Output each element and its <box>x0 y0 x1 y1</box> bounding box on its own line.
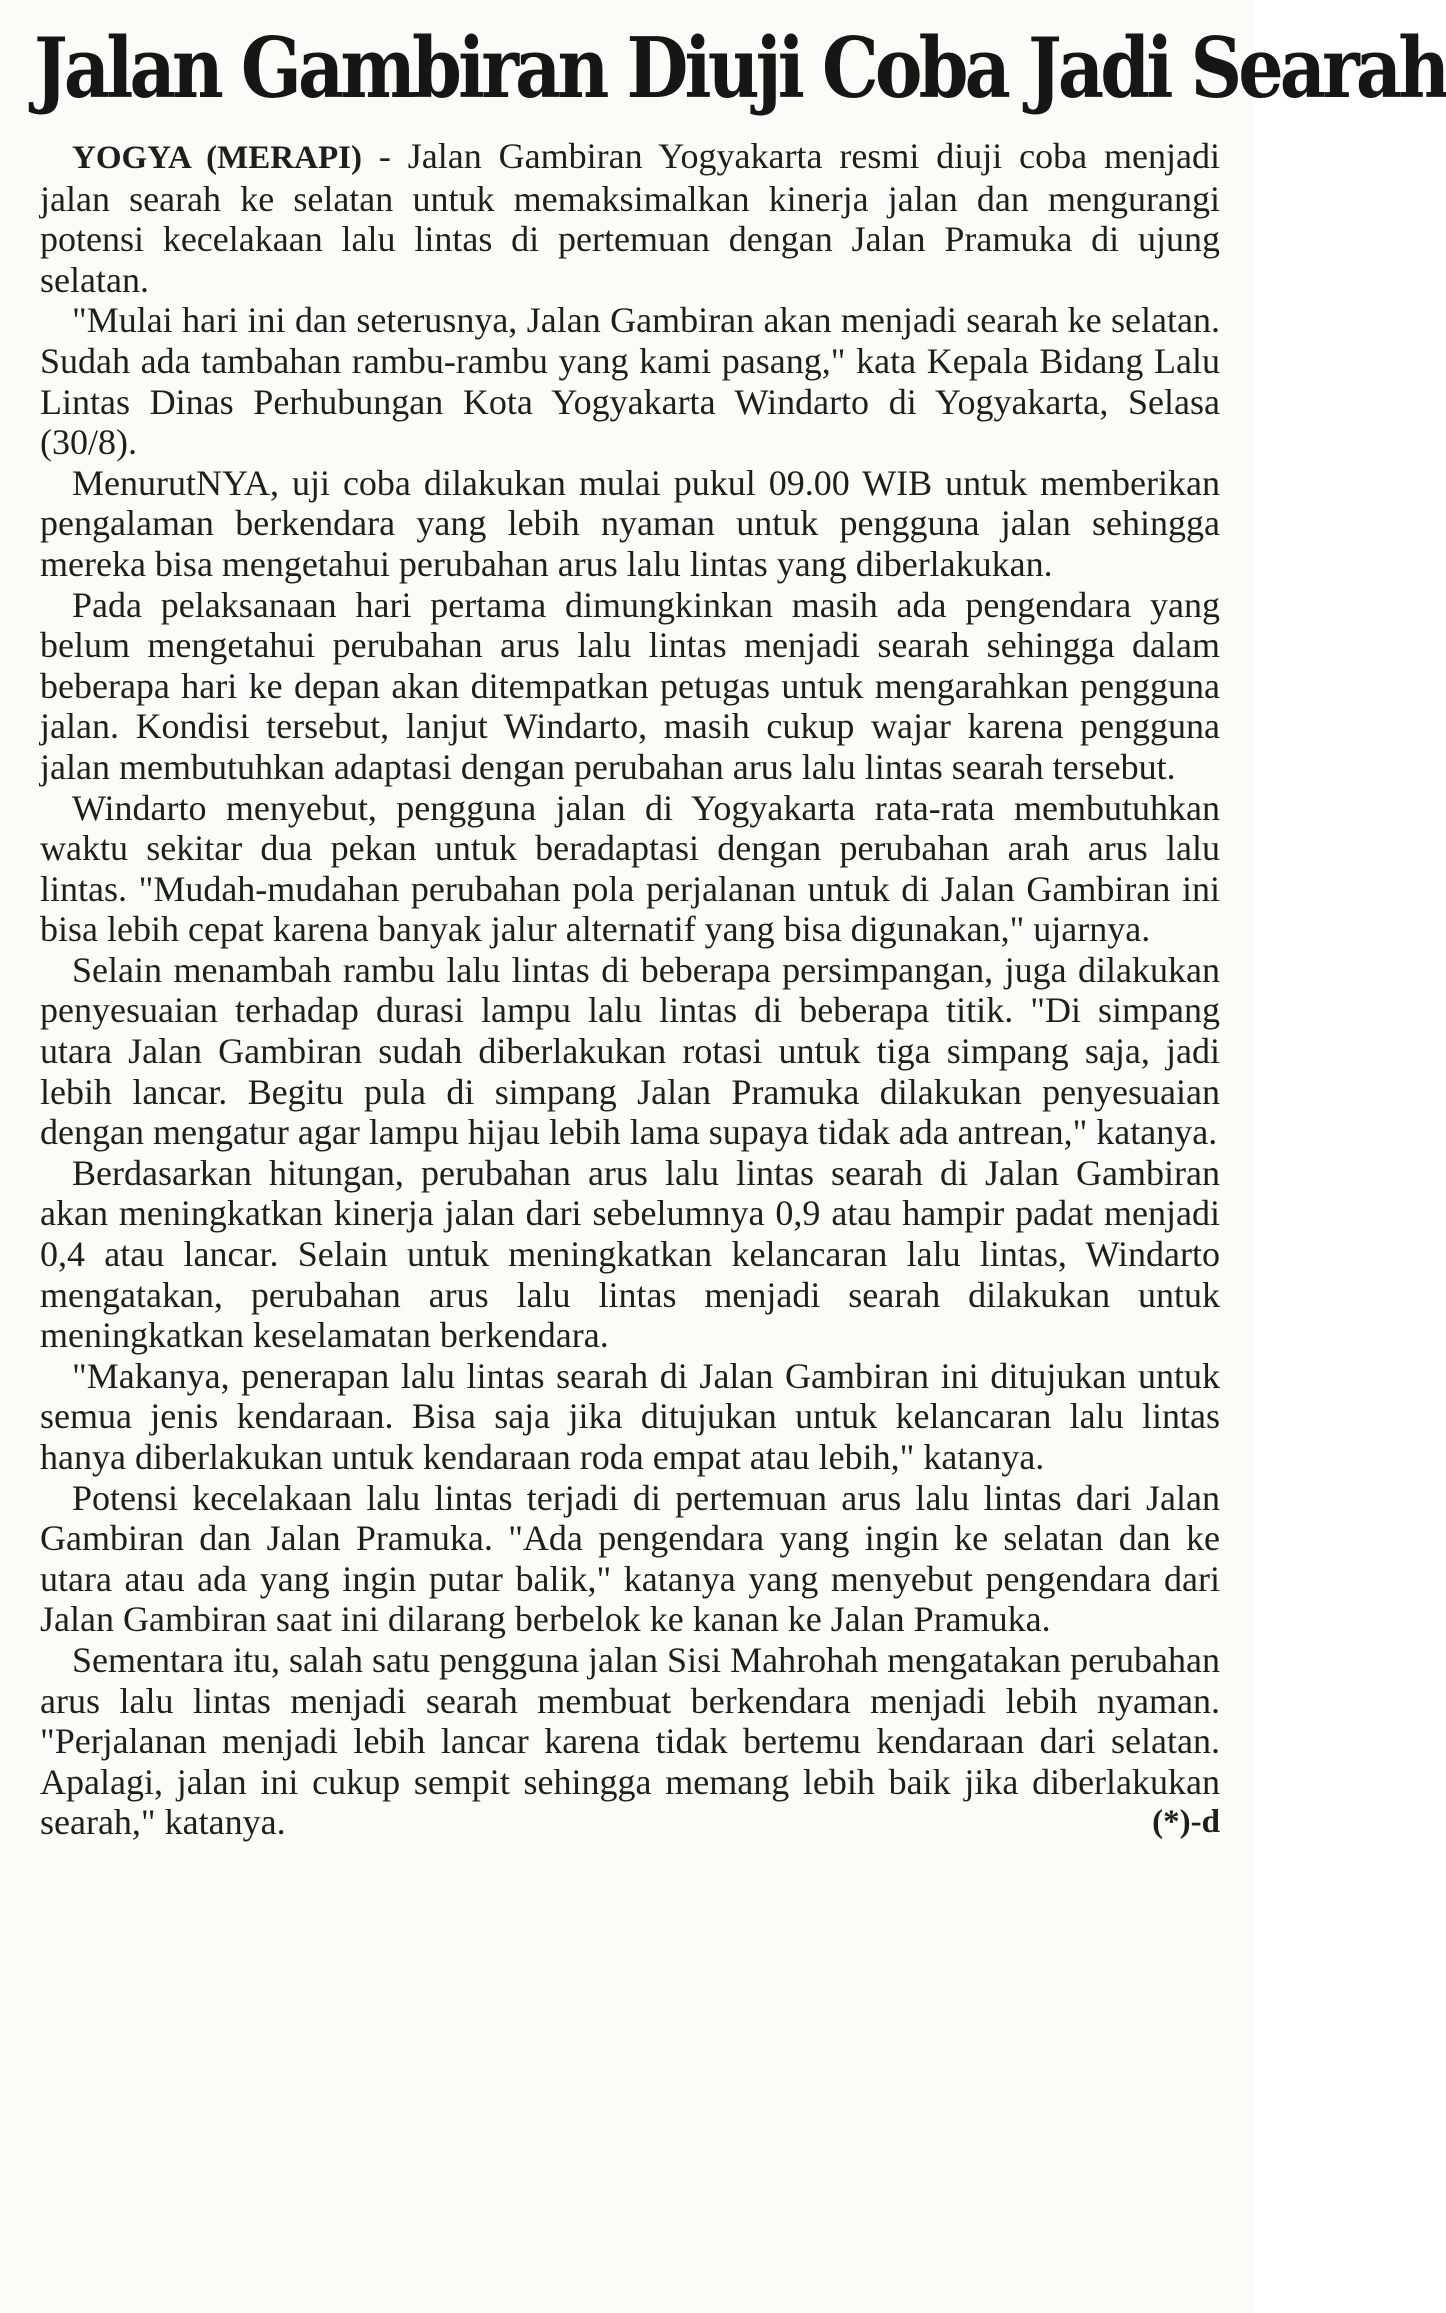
paragraph: Berdasarkan hitungan, perubahan arus lalu lintas searah di Jalan Gambiran akan meningkatkan kinerja jalan dari sebelumnya 0,9 atau hampir padat menjadi 0,4 atau lancar. Selain untuk meningkatkan kelancaran lalu lintas, Windarto mengatakan, perubahan arus lalu lintas menjadi searah dilakukan untuk meningkatkan keselamatan berkendara. <box>40 1152 1220 1356</box>
paragraph: Pada pelaksanaan hari pertama dimungkinkan masih ada pengendara yang belum mengetahui perubahan arus lalu lintas menjadi searah sehingga dalam beberapa hari ke depan akan ditempatkan petugas untuk mengarahkan pengguna jalan. Kondisi tersebut, lanjut Windarto, masih cukup wajar karena pengguna jalan membutuhkan adaptasi dengan perubahan arus lalu lintas searah tersebut. <box>40 584 1220 787</box>
dateline: YOGYA (MERAPI) <box>72 140 362 176</box>
paragraph-last <box>40 1640 1220 1843</box>
article-body <box>40 136 1220 1843</box>
paragraph: Selain menambah rambu lalu lintas di beberapa persimpangan, juga dilakukan penyesuaian terhadap durasi lampu lalu lintas di beberapa titik. "Di simpang utara Jalan Gambiran sudah diberlakukan rotasi untuk tiga simpang saja, jadi lebih lancar. Begitu pula di simpang Jalan Pramuka dilakukan penyesuaian dengan mengatur agar lampu hijau lebih lama supaya tidak ada antrean," katanya. <box>40 949 1220 1153</box>
paragraph: Potensi kecelakaan lalu lintas terjadi di pertemuan arus lalu lintas dari Jalan Gambiran dan Jalan Pramuka. "Ada pengendara yang ingin ke selatan dan ke utara atau ada yang ingin putar balik," katanya yang menyebut pengendara dari Jalan Gambiran saat ini dilarang berbelok ke kanan ke Jalan Pramuka. <box>40 1477 1220 1640</box>
headline: Jalan Gambiran Diuji Coba Jadi Searah <box>34 19 1446 117</box>
paragraph: Windarto menyebut, pengguna jalan di Yogyakarta rata-rata membutuhkan waktu sekitar dua pekan untuk beradaptasi dengan perubahan arah arus lalu lintas. "Mudah-mudahan perubahan pola perjalanan untuk di Jalan Gambiran ini bisa lebih cepat karena banyak jalur alternatif yang bisa digunakan," ujarnya. <box>40 787 1220 950</box>
paragraph: "Mulai hari ini dan seterusnya, Jalan Gambiran akan menjadi searah ke selatan. Sudah ada tambahan rambu-rambu yang kami pasang," kata Kepala Bidang Lalu Lintas Dinas Perhubungan Kota Yogyakarta Windarto di Yogyakarta, Selasa (30/8). <box>40 300 1220 463</box>
paragraph: MenurutNYA, uji coba dilakukan mulai pukul 09.00 WIB untuk memberikan pengalaman berkendara yang lebih nyaman untuk pengguna jalan sehingga mereka bisa mengetahui perubahan arus lalu lintas yang diberlakukan. <box>40 462 1220 584</box>
lead-text: - Jalan Gambiran Yogyakarta resmi diuji coba menjadi jalan searah ke selatan untuk memaksimalkan kinerja jalan dan mengurangi potensi kecelakaan lalu lintas di pertemuan dengan Jalan Pramuka di ujung selatan. <box>40 136 1221 300</box>
paragraph-lead <box>40 136 1220 300</box>
author-signature: (*)-d <box>1152 1804 1220 1841</box>
paragraph: "Makanya, penerapan lalu lintas searah di Jalan Gambiran ini ditujukan untuk semua jenis kendaraan. Bisa saja jika ditujukan untuk kelancaran lalu lintas hanya diberlakukan untuk kendaraan roda empat atau lebih," katanya. <box>40 1355 1220 1477</box>
paragraph-last-text: Sementara itu, salah satu pengguna jalan Sisi Mahrohah mengatakan perubahan arus lalu lintas menjadi searah membuat berkendara menjadi lebih nyaman. "Perjalanan menjadi lebih lancar karena tidak bertemu kendaraan dari selatan. Apalagi, jalan ini cukup sempit sehingga memang lebih baik jika diberlakukan searah," katanya. <box>40 1639 1220 1843</box>
